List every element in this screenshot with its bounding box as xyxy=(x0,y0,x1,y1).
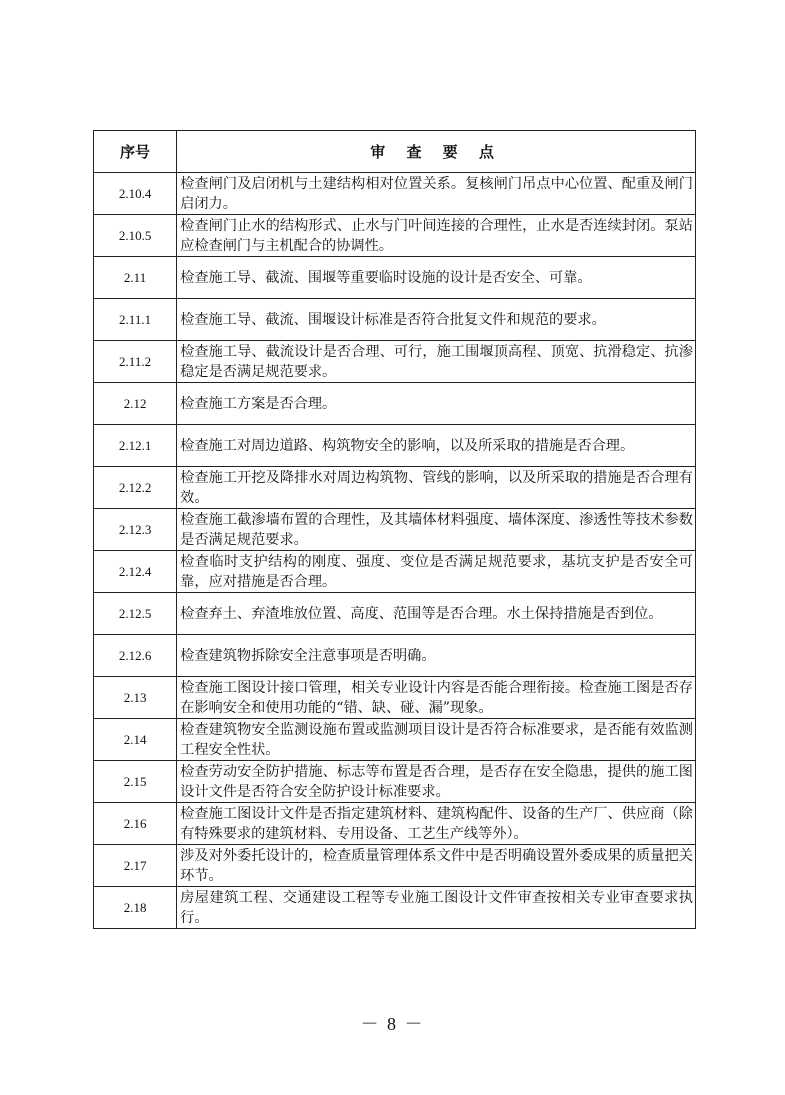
item-number: 2.12.3 xyxy=(94,509,177,551)
item-number: 2.13 xyxy=(94,677,177,719)
table-row xyxy=(94,803,696,845)
item-text: 检查施工导、截流设计是否合理、可行，施工围堰顶高程、顶宽、抗滑稳定、抗渗稳定是否满足规范要求。 xyxy=(177,341,696,383)
item-text: 检查弃土、弃渣堆放位置、高度、范围等是否合理。水土保持措施是否到位。 xyxy=(177,593,696,635)
table-row xyxy=(94,299,696,341)
item-number: 2.17 xyxy=(94,845,177,887)
item-text: 检查施工导、截流、围堰设计标准是否符合批复文件和规范的要求。 xyxy=(177,299,696,341)
item-text: 检查施工对周边道路、构筑物安全的影响，以及所采取的措施是否合理。 xyxy=(177,425,696,467)
header-review-points: 审 查 要 点 xyxy=(177,131,696,173)
item-text: 检查施工开挖及降排水对周边构筑物、管线的影响，以及所采取的措施是否合理有效。 xyxy=(177,467,696,509)
table-header-row xyxy=(94,131,696,173)
item-text: 检查闸门及启闭机与土建结构相对位置关系。复核闸门吊点中心位置、配重及闸门启闭力。 xyxy=(177,173,696,215)
table-row xyxy=(94,635,696,677)
table-row xyxy=(94,173,696,215)
header-serial-number: 序号 xyxy=(94,131,177,173)
item-number: 2.12.6 xyxy=(94,635,177,677)
page-number: － 8 － xyxy=(360,1014,425,1034)
item-number: 2.10.5 xyxy=(94,215,177,257)
item-number: 2.11 xyxy=(94,257,177,299)
table-row xyxy=(94,761,696,803)
item-text: 房屋建筑工程、交通建设工程等专业施工图设计文件审查按相关专业审查要求执行。 xyxy=(177,887,696,929)
item-number: 2.12 xyxy=(94,383,177,425)
item-text: 检查施工图设计接口管理，相关专业设计内容是否能合理衔接。检查施工图是否存在影响安全和使用功能的“错、缺、碰、漏”现象。 xyxy=(177,677,696,719)
table-row xyxy=(94,215,696,257)
review-points-table xyxy=(93,130,696,929)
table-row xyxy=(94,887,696,929)
table-row xyxy=(94,341,696,383)
item-number: 2.14 xyxy=(94,719,177,761)
item-number: 2.12.2 xyxy=(94,467,177,509)
item-text: 检查劳动安全防护措施、标志等布置是否合理，是否存在安全隐患，提供的施工图设计文件是否符合安全防护设计标准要求。 xyxy=(177,761,696,803)
item-text: 检查建筑物安全监测设施布置或监测项目设计是否符合标准要求，是否能有效监测工程安全性状。 xyxy=(177,719,696,761)
item-text: 检查施工截渗墙布置的合理性，及其墙体材料强度、墙体深度、渗透性等技术参数是否满足规范要求。 xyxy=(177,509,696,551)
item-text: 检查施工方案是否合理。 xyxy=(177,383,696,425)
item-number: 2.12.4 xyxy=(94,551,177,593)
item-number: 2.12.1 xyxy=(94,425,177,467)
table-row xyxy=(94,467,696,509)
item-text: 检查施工图设计文件是否指定建筑材料、建筑构配件、设备的生产厂、供应商（除有特殊要求的建筑材料、专用设备、工艺生产线等外）。 xyxy=(177,803,696,845)
table-row xyxy=(94,383,696,425)
item-number: 2.15 xyxy=(94,761,177,803)
table-row xyxy=(94,257,696,299)
item-text: 检查建筑物拆除安全注意事项是否明确。 xyxy=(177,635,696,677)
item-text: 检查施工导、截流、围堰等重要临时设施的设计是否安全、可靠。 xyxy=(177,257,696,299)
item-number: 2.11.1 xyxy=(94,299,177,341)
item-text: 检查临时支护结构的刚度、强度、变位是否满足规范要求，基坑支护是否安全可靠，应对措施是否合理。 xyxy=(177,551,696,593)
table-row xyxy=(94,551,696,593)
table-row xyxy=(94,509,696,551)
item-number: 2.18 xyxy=(94,887,177,929)
table-body xyxy=(94,173,696,929)
item-number: 2.16 xyxy=(94,803,177,845)
item-number: 2.10.4 xyxy=(94,173,177,215)
table-row xyxy=(94,677,696,719)
item-number: 2.11.2 xyxy=(94,341,177,383)
item-text: 涉及对外委托设计的，检查质量管理体系文件中是否明确设置外委成果的质量把关环节。 xyxy=(177,845,696,887)
table-row xyxy=(94,845,696,887)
item-number: 2.12.5 xyxy=(94,593,177,635)
item-text: 检查闸门止水的结构形式、止水与门叶间连接的合理性，止水是否连续封闭。泵站应检查闸门与主机配合的协调性。 xyxy=(177,215,696,257)
table-row xyxy=(94,719,696,761)
table-row xyxy=(94,425,696,467)
table-row xyxy=(94,593,696,635)
